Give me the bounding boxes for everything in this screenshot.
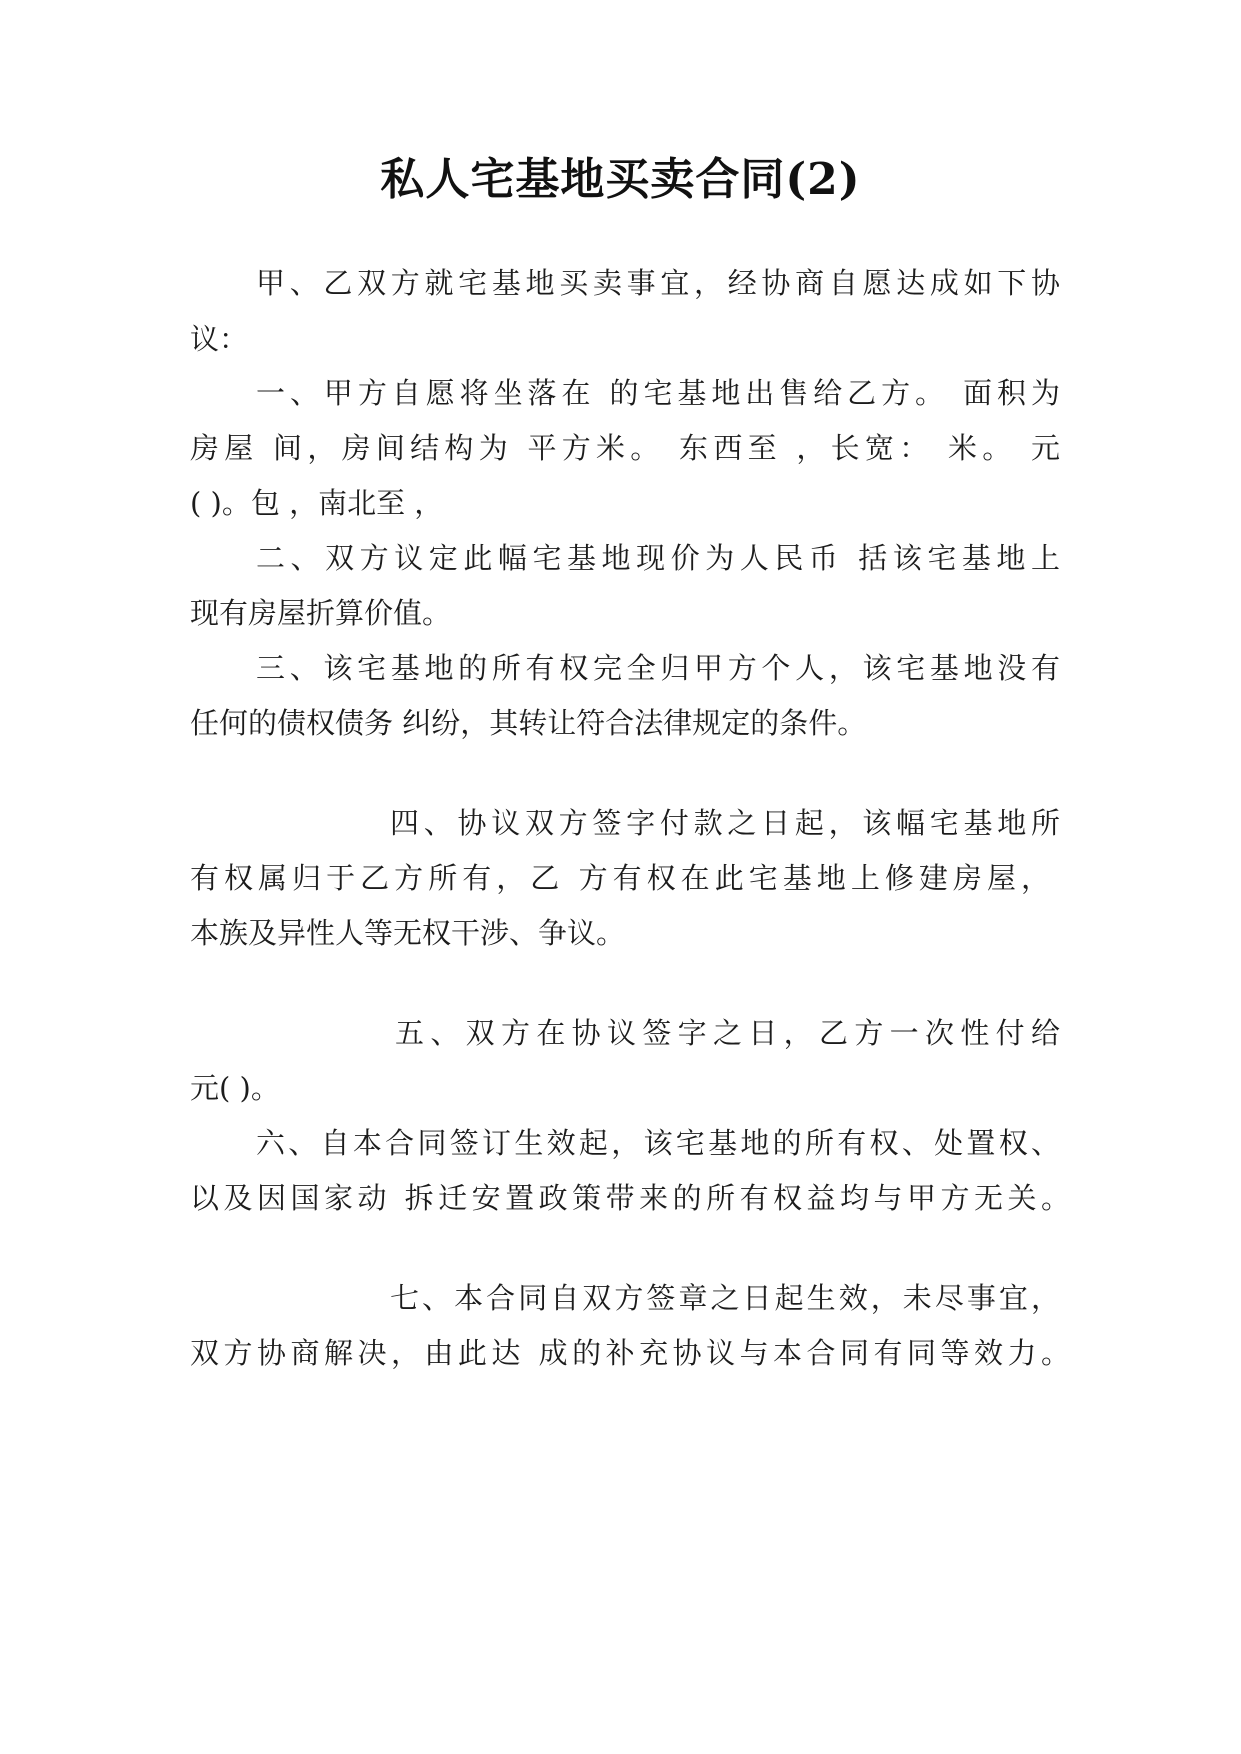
paragraph-line: 本族及异性人等无权干涉、争议。: [190, 916, 626, 950]
paragraph-line: 一、甲方自愿将坐落在 的宅基地出售给乙方。 面积为: [256, 376, 1060, 410]
paragraph-line: 房屋 间，房间结构为 平方米。 东西至 ，长宽： 米。 元: [190, 431, 1060, 465]
paragraph-line: 有权属归于乙方所有，乙 方有权在此宅基地上修建房屋，: [190, 861, 1050, 895]
paragraph-line: 三、该宅基地的所有权完全归甲方个人，该宅基地没有: [256, 651, 1060, 685]
paragraph-line: 甲、乙双方就宅基地买卖事宜，经协商自愿达成如下协: [256, 266, 1060, 300]
paragraph-line: 七、本合同自双方签章之日起生效，未尽事宜，: [390, 1281, 1060, 1315]
paragraph-line: 二、双方议定此幅宅基地现价为人民币 括该宅基地上: [256, 541, 1060, 575]
paragraph-line: 以及因国家动 拆迁安置政策带来的所有权益均与甲方无关。: [190, 1181, 1070, 1215]
paragraph-line: 双方协商解决，由此达 成的补充协议与本合同有同等效力。: [190, 1336, 1070, 1370]
document-title: 私人宅基地买卖合同(2): [380, 154, 861, 205]
paragraph-line: 六、自本合同签订生效起，该宅基地的所有权、处置权、: [256, 1126, 1060, 1160]
paragraph-line: 现有房屋折算价值。: [190, 596, 452, 630]
paragraph-line: 五、双方在协议签字之日，乙方一次性付给: [395, 1016, 1060, 1050]
paragraph-line: 元( )。: [190, 1071, 280, 1105]
paragraph-line: 任何的债权债务 纠纷，其转让符合法律规定的条件。: [190, 706, 867, 740]
paragraph-line: 议：: [190, 322, 249, 356]
paragraph-line: ( )。包 ，南北至 ，: [190, 486, 444, 520]
paragraph-line: 四、协议双方签字付款之日起，该幅宅基地所: [390, 806, 1060, 840]
